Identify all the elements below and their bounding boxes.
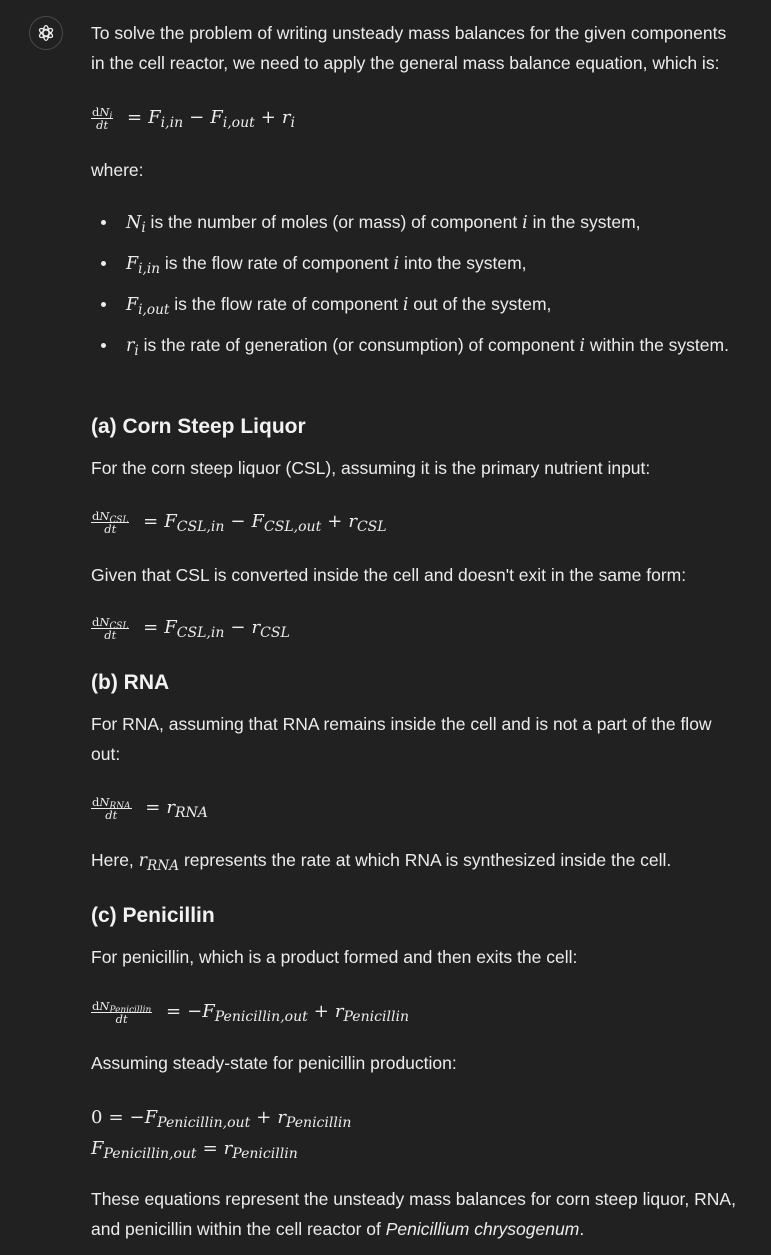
section-heading-csl: (a) Corn Steep Liquor [91,415,306,438]
rna-equation: $\frac{dN_{RNA}}{dt}$ = $r_{RNA}$ [92,794,208,822]
csl-paragraph-1: For the corn steep liquor (CSL), assuming it is the primary nutrient input: [91,458,651,478]
intro-paragraph: To solve the problem of writing unsteady mass balances for the given components in the cell reactor, we need to apply the general mass balance equation, which is: [91,23,727,73]
section-heading-rna: (b) RNA [91,671,170,694]
penicillin-equation-3: $F_{Penicillin,out} = r_{Penicillin}$ [91,1138,298,1163]
section-heading-penicillin: (c) Penicillin [91,904,215,927]
penicillin-paragraph-1: For penicillin, which is a product formed and then exits the cell: [91,947,578,967]
penicillin-paragraph-2: Assuming steady-state for penicillin production: [91,1053,457,1073]
csl-equation-2: $\frac{dN_{CSL}}{dt}$ = $F_{CSL,in} - r_{CSL}$ [92,614,290,642]
rna-paragraph-2: Here, $r_{RNA}$ represents the rate at which RNA is synthesized inside the cell. [91,850,672,875]
list-item: $F_{i,in}$ is the flow rate of component i into the system, [91,248,741,279]
list-item: $N_i$ is the number of moles (or mass) of component i in the system, [91,207,741,238]
fraction: $\frac{dN_i}{dt}$ [92,104,113,132]
rna-paragraph-1: For RNA, assuming that RNA remains inside the cell and is not a part of the flow out: [91,714,712,764]
general-balance-equation: $\frac{dN_i}{dt}$ = $F_{i,in} - F_{i,out} + r_i$ [92,104,295,132]
list-item: $r_i$ is the rate of generation (or consumption) of component i within the system. [91,330,741,361]
csl-paragraph-2: Given that CSL is converted inside the cell and doesn't exit in the same form: [91,565,687,585]
conclusion-paragraph: These equations represent the unsteady mass balances for corn steep liquor, RNA, and penicillin within the cell reactor of Penicillium chrysogenum. [91,1189,736,1239]
fraction: $\frac{dN_{CSL}}{dt}$ [92,614,129,642]
fraction: $\frac{dN_{CSL}}{dt}$ [92,508,129,536]
where-label: where: [91,160,144,180]
csl-equation-1: $\frac{dN_{CSL}}{dt}$ = $F_{CSL,in} - F_{CSL,out} + r_{CSL}$ [92,508,387,536]
list-item: $F_{i,out}$ is the flow rate of component i out of the system, [91,289,741,320]
fraction: $\frac{dN_{RNA}}{dt}$ [92,794,131,822]
penicillin-equation-2: $0 = -F_{Penicillin,out} + r_{Penicillin}$ [91,1107,352,1132]
assistant-avatar [29,16,63,50]
penicillin-equation-1: $\frac{dN_{Penicillin}}{dt}$ = $-F_{Penicillin,out} + r_{Penicillin}$ [92,998,409,1026]
openai-logo-icon [35,22,57,44]
variable-list [91,207,741,371]
fraction: $\frac{dN_{Penicillin}}{dt}$ [92,998,152,1026]
